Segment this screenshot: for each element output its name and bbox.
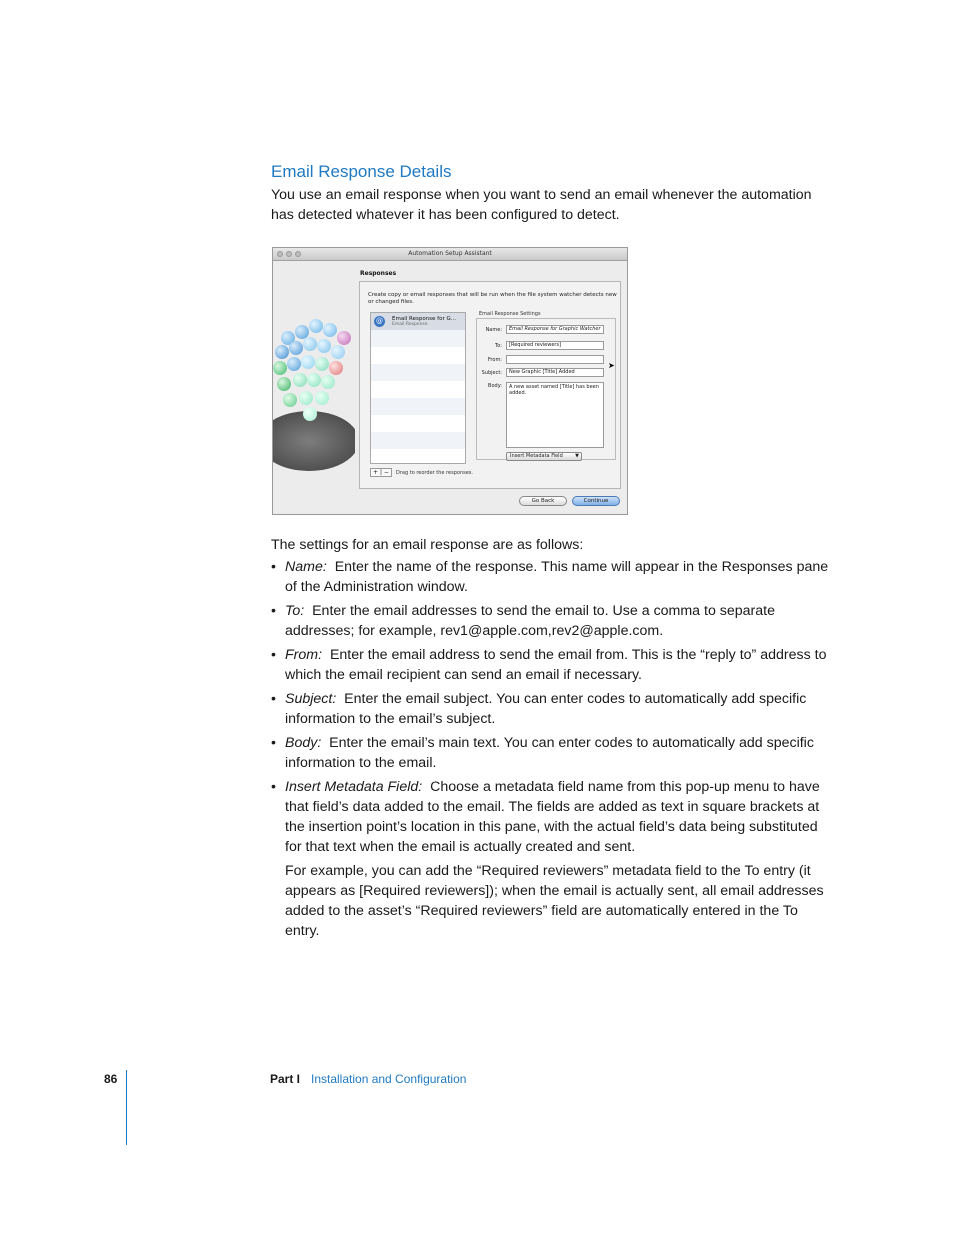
continue-button[interactable]: Continue	[572, 496, 620, 506]
window-titlebar	[273, 248, 627, 261]
responses-panel	[359, 281, 621, 489]
footer-chapter-link[interactable]: Installation and Configuration	[311, 1072, 467, 1086]
list-item-name: Email Response for G...	[392, 316, 456, 322]
minimize-icon	[286, 251, 292, 257]
footer-rule	[126, 1070, 127, 1145]
email-icon: @	[376, 317, 383, 325]
subject-field[interactable]: New Graphic [Title] Added	[506, 368, 604, 377]
list-item: • Subject: Enter the email subject. You can enter codes to automatically add specific information to the email’s subject.	[271, 691, 807, 727]
to-field[interactable]: [Required reviewers]	[506, 341, 604, 350]
name-field[interactable]: Email Response for Graphic Watcher	[506, 325, 604, 334]
traffic-lights	[277, 251, 301, 257]
from-field[interactable]	[506, 355, 604, 364]
drag-hint: Drag to reorder the responses.	[396, 470, 473, 476]
from-label: From:	[487, 357, 502, 363]
list-item: • Body: Enter the email’s main text. You can enter codes to automatically add specific information to the email.	[271, 735, 814, 771]
list-item: • Insert Metadata Field: Choose a metadata field name from this pop-up menu to have that field’s data added to the email. The fields are added as text in square brackets at the insertion point’s location in this pane, with the actual field’s data being substituted for that text when the email is actually created and sent. For example, you can add the “Required reviewers” metadata field to the To entry (it appears as [Required reviewers]); when the email is actually sent, all email addresses added to the asset’s “Required reviewers” field are automatically entered in the To entry.	[271, 777, 831, 941]
spheres-illustration	[273, 261, 355, 515]
settings-list	[271, 557, 831, 945]
insert-metadata-popup[interactable]	[506, 452, 582, 461]
footer-part: Part I	[270, 1072, 301, 1086]
body-field[interactable]: A new asset named [Title] has been added.	[506, 382, 604, 448]
list-item: • To: Enter the email addresses to send the email to. Use a comma to separate addresses; for example, rev1@apple.com,rev2@apple.com.	[271, 603, 776, 639]
body-label: Body:	[488, 383, 502, 389]
settings-intro: The settings for an email response are as follows:	[271, 537, 584, 553]
responses-description: Create copy or email responses that will be run when the file system watcher detects new or changed files.	[368, 292, 617, 305]
list-item: • Name: Enter the name of the response. This name will appear in the Responses pane of the Administration window.	[271, 559, 829, 595]
mouse-pointer-icon: ➤	[608, 361, 615, 370]
chevron-down-icon: ▼	[575, 453, 579, 459]
go-back-button[interactable]: Go Back	[519, 496, 567, 506]
add-remove-button[interactable]: + | −	[370, 468, 392, 477]
screenshot-window	[272, 247, 628, 515]
responses-heading: Responses	[360, 270, 397, 277]
name-label: Name:	[485, 327, 502, 333]
list-item[interactable]	[371, 313, 465, 330]
example-paragraph: For example, you can add the “Required reviewers” metadata field to the To entry (it appears as [Required reviewers]); when the email is actually sent, all email addresses added to the asset’s “Required reviewers” field are automatically entered in the To entry.	[285, 863, 824, 939]
email-settings-title: Email Response Settings	[479, 311, 541, 317]
close-icon	[277, 251, 283, 257]
section-title: Email Response Details	[271, 162, 452, 181]
zoom-icon	[295, 251, 301, 257]
list-item: • From: Enter the email address to send the email from. This is the “reply to” address to which the email recipient can send an email if necessary.	[271, 647, 827, 683]
responses-list[interactable]	[370, 312, 466, 464]
subject-label: Subject:	[481, 370, 502, 376]
list-item-type: Email Response	[392, 322, 428, 327]
window-title: Automation Setup Assistant	[408, 250, 492, 257]
to-label: To:	[495, 343, 502, 349]
page-number: 86	[104, 1072, 118, 1086]
intro-paragraph: You use an email response when you want to send an email whenever the automation has detected whatever it has been configured to detect.	[271, 187, 812, 223]
insert-metadata-label: Insert Metadata Field	[510, 453, 563, 459]
